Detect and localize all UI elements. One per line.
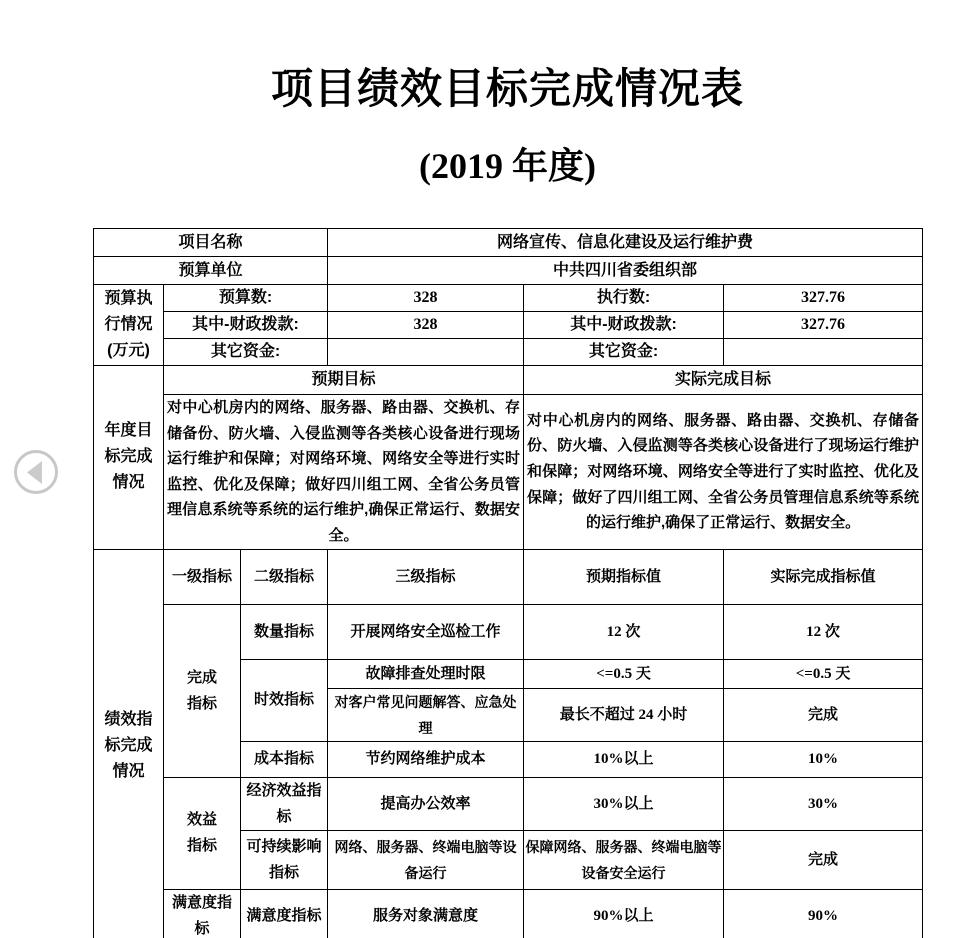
cell-budget-value: 327.76	[724, 285, 923, 312]
cell-level2: 经济效益指标	[241, 777, 328, 830]
cell-header-expected: 预期指标值	[524, 549, 724, 604]
cell-level2: 可持续影响指标	[241, 830, 328, 889]
table-row	[94, 549, 923, 604]
cell-group-benefit: 效益指标	[164, 777, 241, 889]
table-row	[94, 366, 923, 395]
cell-actual-value: 12 次	[724, 604, 923, 659]
cell-budget-value	[328, 339, 524, 366]
cell-header-level3: 三级指标	[328, 549, 524, 604]
cell-level3: 网络、服务器、终端电脑等设备运行	[328, 830, 524, 889]
cell-budget-label: 其它资金:	[164, 339, 328, 366]
cell-budget-label: 其中-财政拨款:	[524, 312, 724, 339]
table-row	[94, 312, 923, 339]
cell-level3: 开展网络安全巡检工作	[328, 604, 524, 659]
cell-actual-value: 10%	[724, 741, 923, 777]
cell-expected-value: 12 次	[524, 604, 724, 659]
cell-expected-value: 10%以上	[524, 741, 724, 777]
cell-actual-goal-header: 实际完成目标	[524, 366, 923, 395]
table-row	[94, 229, 923, 257]
cell-expected-goal-text: 对中心机房内的网络、服务器、路由器、交换机、存储备份、防火墙、入侵监测等各类核心设备进行现场运行维护和保障；对网络环境、网络安全等进行实时监控、优化及保障；做好四川组工网、全省公务员管理信息系统等系统的运行维护,确保正常运行、数据安全。	[164, 395, 524, 550]
cell-header-level1: 一级指标	[164, 549, 241, 604]
table-row	[94, 777, 923, 830]
cell-annual-section-label: 年度目标完成情况	[94, 366, 164, 550]
cell-actual-value: <=0.5 天	[724, 659, 923, 688]
cell-header-actual: 实际完成指标值	[724, 549, 923, 604]
cell-actual-value: 90%	[724, 889, 923, 938]
page-subtitle: (2019 年度)	[419, 146, 596, 186]
cell-actual-value: 30%	[724, 777, 923, 830]
cell-expected-value: 最长不超过 24 小时	[524, 688, 724, 741]
cell-budget-label: 预算数:	[164, 285, 328, 312]
cell-expected-value: 30%以上	[524, 777, 724, 830]
cell-expected-value: 90%以上	[524, 889, 724, 938]
cell-budget-section-label: 预算执行情况(万元)	[94, 285, 164, 366]
cell-level2: 满意度指标	[241, 889, 328, 938]
cell-project-name-value: 网络宣传、信息化建设及运行维护费	[328, 229, 923, 257]
cell-budget-label: 其它资金:	[524, 339, 724, 366]
performance-report-table	[93, 228, 923, 938]
page-title: 项目绩效目标完成情况表	[270, 65, 744, 112]
cell-level3: 服务对象满意度	[328, 889, 524, 938]
cell-actual-goal-text: 对中心机房内的网络、服务器、路由器、交换机、存储备份、防火墙、入侵监测等各类核心设备进行了现场运行维护和保障；对网络环境、网络安全等进行了实时监控、优化及保障；做好了四川组工网、全省公务员管理信息系统等系统的运行维护,确保了正常运行、数据安全。	[524, 395, 923, 550]
cell-actual-value: 完成	[724, 830, 923, 889]
cell-expected-value: <=0.5 天	[524, 659, 724, 688]
cell-project-name-label: 项目名称	[94, 229, 328, 257]
cell-budget-value: 328	[328, 285, 524, 312]
cell-budget-label: 执行数:	[524, 285, 724, 312]
cell-group-completion: 完成指标	[164, 604, 241, 777]
left-arrow-icon	[13, 449, 59, 495]
cell-indicator-section-label: 绩效指标完成情况	[94, 549, 164, 938]
cell-expected-goal-header: 预期目标	[164, 366, 524, 395]
table-row	[94, 339, 923, 366]
cell-level3: 对客户常见问题解答、应急处理	[328, 688, 524, 741]
table-continuation-line	[93, 888, 94, 912]
cell-level2: 时效指标	[241, 659, 328, 741]
cell-budget-value: 328	[328, 312, 524, 339]
cell-budget-label: 其中-财政拨款:	[164, 312, 328, 339]
previous-page-button[interactable]	[13, 449, 59, 495]
table-row	[94, 285, 923, 312]
table-row	[94, 889, 923, 938]
cell-budget-unit-label: 预算单位	[94, 257, 328, 285]
cell-level3: 故障排查处理时限	[328, 659, 524, 688]
cell-budget-value	[724, 339, 923, 366]
cell-level3: 提高办公效率	[328, 777, 524, 830]
cell-level2: 成本指标	[241, 741, 328, 777]
table-row	[94, 395, 923, 550]
cell-budget-unit-value: 中共四川省委组织部	[328, 257, 923, 285]
table-row	[94, 257, 923, 285]
table-continuation-line	[163, 888, 164, 912]
table-row	[94, 604, 923, 659]
cell-group-satisfaction: 满意度指标	[164, 889, 241, 938]
cell-level3: 节约网络维护成本	[328, 741, 524, 777]
cell-level2: 数量指标	[241, 604, 328, 659]
cell-actual-value: 完成	[724, 688, 923, 741]
cell-expected-value: 保障网络、服务器、终端电脑等设备安全运行	[524, 830, 724, 889]
cell-header-level2: 二级指标	[241, 549, 328, 604]
cell-budget-value: 327.76	[724, 312, 923, 339]
